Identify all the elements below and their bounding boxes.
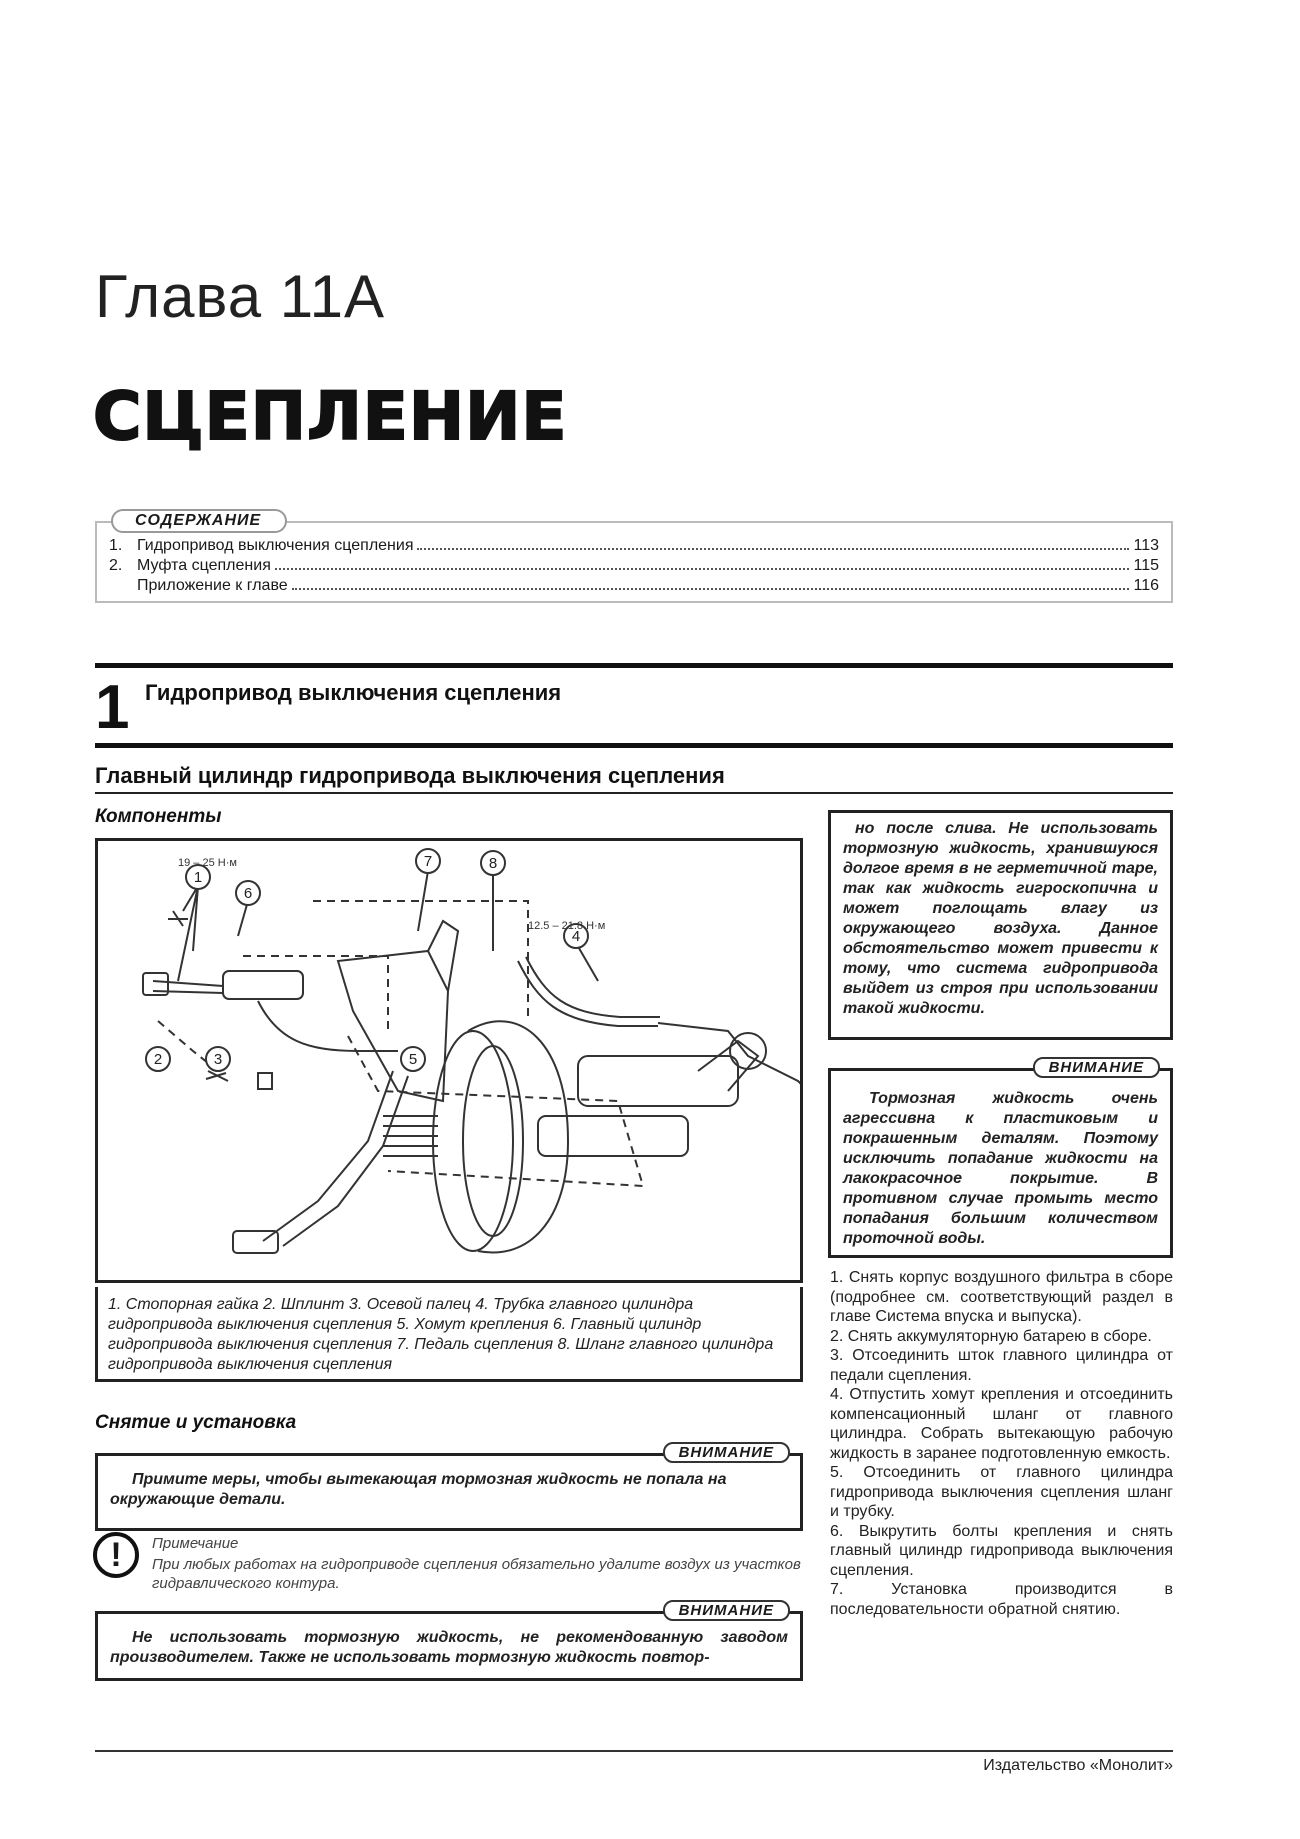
step-7: 7. Установка производится в последовательности обратной снятию. — [830, 1581, 1173, 1618]
exclamation-icon: ! — [93, 1532, 139, 1578]
toc-item-label: Гидропривод выключения сцепления — [137, 537, 414, 554]
torque-label-2: 12.5 – 21.8 Н·м — [528, 920, 606, 932]
step-2: 2. Снять аккумуляторную батарею в сборе. — [830, 1327, 1152, 1345]
section-rule-top — [95, 663, 1173, 668]
note-text: При любых работах на гидроприводе сцепления обязательно удалите воздух из участков гидравлического контура. — [152, 1556, 801, 1592]
subsection-rule — [95, 792, 1173, 794]
removal-label: Снятие и установка — [95, 1412, 297, 1433]
section-rule-bottom — [95, 743, 1173, 748]
callout-2: 2 — [153, 1051, 163, 1068]
callout-6: 6 — [243, 885, 253, 902]
warning-tag: ВНИМАНИЕ — [1033, 1057, 1160, 1078]
toc-item-page: 116 — [1133, 577, 1159, 594]
step-1: 1. Снять корпус воздушного фильтра в сборе (подробнее см. соответствующий раздел в главе Система впуска и выпуска). — [830, 1269, 1173, 1325]
warning-text-1: Примите меры, чтобы вытекающая тормозная жидкость не попала на окружающие детали. — [110, 1471, 727, 1508]
toc-item-label: Приложение к главе — [137, 577, 288, 594]
subsection-title: Главный цилиндр гидропривода выключения сцепления — [95, 763, 725, 788]
toc-item[interactable]: 2. Муфта сцепления 115 — [109, 557, 1159, 574]
warning-text-2: Не использовать тормозную жидкость, не рекомендованную заводом производителем. Также не использовать тормозную жидкость повтор- — [110, 1629, 788, 1666]
removal-steps — [830, 1268, 1173, 1619]
toc-item-page: 115 — [1133, 557, 1159, 574]
step-6: 6. Выкрутить болты крепления и снять главный цилиндр гидропривода выключения сцепления. — [830, 1522, 1173, 1579]
chapter-title: СЦЕПЛЕНИЕ — [93, 378, 568, 455]
chapter-number: Глава 11А — [95, 263, 386, 330]
components-label: Компоненты — [95, 806, 222, 827]
callout-7: 7 — [423, 853, 433, 870]
warning-tag: ВНИМАНИЕ — [663, 1442, 790, 1463]
table-of-contents — [95, 512, 1173, 603]
toc-item[interactable]: 1. Гидропривод выключения сцепления 113 — [109, 537, 1159, 554]
step-5: 5. Отсоединить от главного цилиндра гидропривода выключения сцепления шланг и трубку. — [830, 1464, 1173, 1520]
step-3: 3. Отсоединить шток главного цилиндра от педали сцепления. — [830, 1347, 1173, 1384]
right-warning-box — [828, 1059, 1173, 1258]
right-box-text-1: но после слива. Не использовать тормозную жидкость, хранившуюся долгое время в не герметичной таре, так как жидкость гигроскопична и может поглощать влагу из окружающего воздуха. Данное обстоятельство может привести к тому, что система гидропривода выйдет из строя при использовании такой жидкости. — [843, 820, 1158, 1017]
warning-box-2 — [95, 1602, 803, 1681]
toc-item[interactable] — [109, 577, 1159, 596]
callout-5: 5 — [408, 1051, 418, 1068]
note-label: Примечание — [152, 1535, 239, 1552]
footer-rule — [95, 1750, 1173, 1752]
section-title: Гидропривод выключения сцепления — [145, 680, 562, 705]
callout-3: 3 — [213, 1051, 223, 1068]
callout-8: 8 — [488, 855, 498, 872]
toc-item-page: 113 — [1133, 537, 1159, 554]
torque-label-1: 19 – 25 Н·м — [178, 857, 237, 869]
warning-tag: ВНИМАНИЕ — [663, 1600, 790, 1621]
publisher-footer: Издательство «Монолит» — [983, 1757, 1173, 1774]
toc-heading: СОДЕРЖАНИЕ — [111, 509, 287, 533]
step-4: 4. Отпустить хомут крепления и отсоединить компенсационный шланг от главного цилиндра. Собрать вытекающую рабочую жидкость в заранее подготовленную емкость. — [830, 1386, 1173, 1462]
right-box-text-2: Тормозная жидкость очень агрессивна к пластиковым и покрашенным деталям. Поэтому исключить попадание жидкости на лакокрасочное покрытие. В противном случае промыть место попадания большим количеством проточной воды. — [843, 1090, 1158, 1247]
callout-1: 1 — [193, 869, 203, 886]
figure-caption: 1. Стопорная гайка 2. Шплинт 3. Осевой палец 4. Трубка главного цилиндра гидропривода выключения сцепления 5. Хомут крепления 6. Главный цилиндр гидропривода выключения сцепления 7. Педаль сцепления 8. Шланг главного цилиндра гидропривода выключения сцепления — [108, 1296, 774, 1373]
components-figure — [95, 838, 803, 1283]
toc-item-label: Муфта сцепления — [137, 557, 271, 574]
clutch-master-cylinder-diagram — [98, 841, 800, 1281]
warning-box-1 — [95, 1444, 803, 1531]
right-warning-continuation — [828, 810, 1173, 1040]
section-number: 1 — [95, 673, 130, 742]
callout-4: 4 — [571, 928, 581, 945]
